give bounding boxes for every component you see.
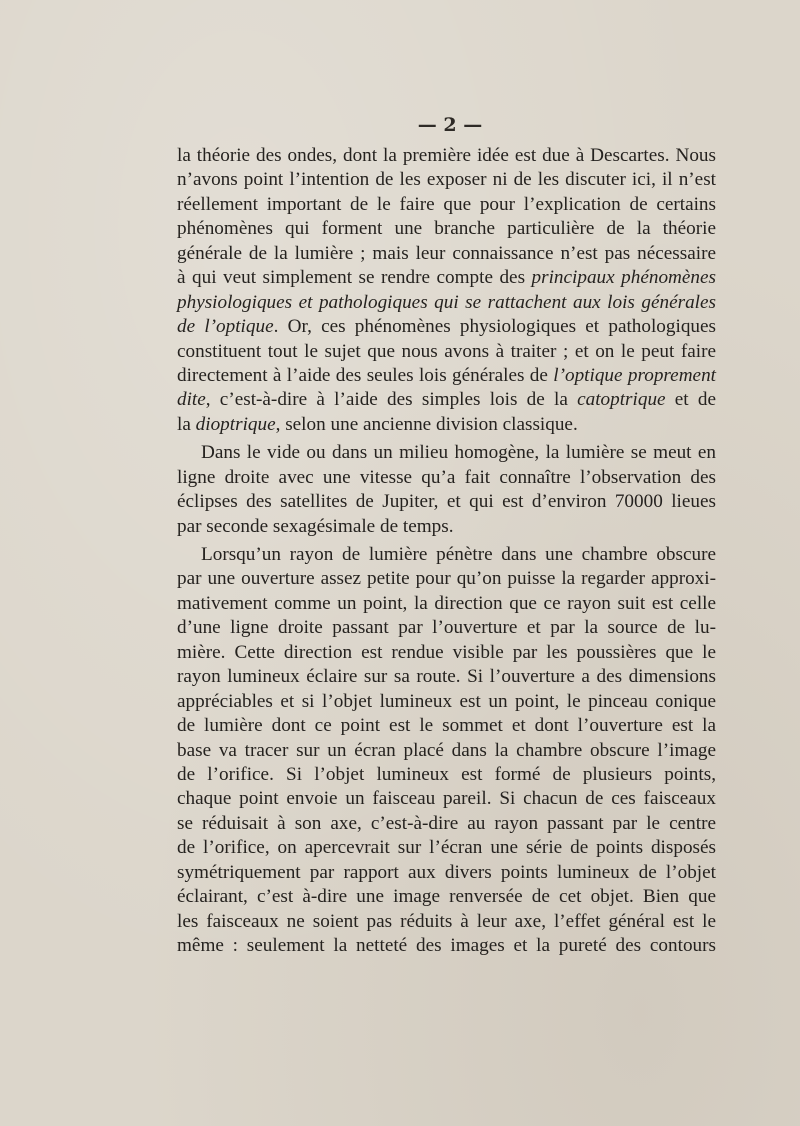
text-run: constituent tout le sujet que nous avons à traiter ; et on le peut faire [177, 340, 716, 362]
text-line [177, 515, 716, 539]
italic-text: dioptrique [195, 413, 276, 435]
text-line [177, 714, 716, 738]
text-line [177, 885, 716, 909]
text-line [177, 315, 716, 339]
text-run: se réduisait à son axe, c’est-à-dire au rayon passant par le centre [177, 812, 716, 834]
text-run: appréciables et si l’objet lumineux est un point, le pinceau conique [177, 690, 716, 712]
text-line [177, 592, 716, 616]
text-run: directement à l’aide des seules lois générales de [177, 364, 554, 386]
text-run: par une ouverture assez petite pour qu’on puisse la regarder approxi- [177, 568, 716, 590]
text-run: rayon lumineux éclaire sur sa route. Si l’ouverture a des dimensions [177, 666, 716, 688]
text-run: éclairant, c’est à-dire une image renversée de cet objet. Bien que [177, 886, 716, 908]
text-line [177, 217, 716, 241]
text-line [177, 543, 716, 567]
italic-text: catoptrique [577, 389, 666, 411]
text-line [177, 364, 716, 388]
text-run: la [177, 413, 196, 435]
text-line [177, 193, 716, 217]
text-line [177, 168, 716, 192]
text-line [177, 291, 716, 315]
text-line [177, 861, 716, 885]
text-run: les faisceaux ne soient pas réduits à leur axe, l’effet général est le [177, 910, 716, 932]
italic-text: physiologiques et pathologiques qui se rattachent aux lois générales [177, 291, 716, 313]
text-run: phénomènes qui forment une branche particulière de la théorie [177, 218, 716, 240]
text-line [177, 910, 716, 934]
italic-text: dite [177, 389, 206, 411]
italic-text: principaux phénomènes [531, 267, 716, 289]
text-run: à qui veut simplement se rendre compte des [177, 267, 532, 289]
italic-text: de l’optique [177, 316, 274, 338]
text-run: Dans le vide ou dans un milieu homogène, la lumière se meut en [201, 442, 716, 464]
text-line [177, 340, 716, 364]
text-run: même : seulement la netteté des images et la pureté des contours [177, 935, 716, 956]
text-run: de l’orifice, on apercevrait sur l’écran une série de points disposés [177, 837, 716, 859]
text-line [177, 490, 716, 514]
text-run: n’avons point l’intention de les exposer ni de les discuter ici, il n’est [177, 169, 716, 191]
text-line [177, 836, 716, 860]
text-run: base va tracer sur un écran placé dans la chambre obscure l’image [177, 739, 716, 761]
text-line [177, 266, 716, 290]
text-line [177, 787, 716, 811]
page-number: — 2 — [417, 114, 483, 136]
text-line [177, 616, 716, 640]
text-line [177, 567, 716, 591]
text-run: générale de la lumière ; mais leur connaissance n’est pas nécessaire [177, 242, 716, 264]
text-run: symétriquement par rapport aux divers points lumineux de l’objet [177, 861, 716, 883]
text-run: et de [665, 389, 716, 411]
text-run: , c’est-à-dire à l’aide des simples lois de la [205, 389, 578, 411]
text-run: ligne droite avec une vitesse qu’a fait connaître l’observation des [177, 466, 716, 488]
text-line [177, 641, 716, 665]
text-run: chaque point envoie un faisceau pareil. Si chacun de ces faisceaux [177, 788, 716, 810]
body-text [177, 144, 716, 958]
text-line [177, 242, 716, 266]
text-run: la théorie des ondes, dont la première idée est due à Descartes. Nous [177, 145, 716, 166]
text-line [177, 665, 716, 689]
text-run: mativement comme un point, la direction que ce rayon suit est celle [177, 592, 716, 614]
text-line [177, 441, 716, 465]
paragraph [177, 543, 716, 958]
text-line [177, 466, 716, 490]
text-run: de l’orifice. Si l’objet lumineux est formé de plusieurs points, [177, 763, 716, 785]
text-run: éclipses des satellites de Jupiter, et qui est d’environ 70000 lieues [177, 491, 716, 513]
text-line [177, 388, 716, 412]
text-line [177, 934, 716, 958]
text-run: de lumière dont ce point est le sommet et dont l’ouverture est la [177, 715, 716, 737]
text-line [177, 812, 716, 836]
text-run: Lorsqu’un rayon de lumière pénètre dans une chambre obscure [201, 544, 716, 565]
italic-text: l’optique proprement [553, 364, 716, 386]
text-line [177, 413, 716, 437]
text-line [177, 144, 716, 168]
paragraph [177, 441, 716, 539]
text-run: d’une ligne droite passant par l’ouverture et par la source de lu- [177, 617, 716, 639]
text-run: réellement important de le faire que pour l’explication de certains [177, 193, 716, 215]
text-line [177, 763, 716, 787]
text-line [177, 690, 716, 714]
text-line [177, 739, 716, 763]
text-run: , selon une ancienne division classique. [275, 413, 578, 435]
text-run: par seconde sexagésimale de temps. [177, 515, 454, 537]
text-run: . Or, ces phénomènes physiologiques et pathologiques [273, 316, 716, 338]
text-run: mière. Cette direction est rendue visible par les poussières que le [177, 641, 716, 663]
paragraph [177, 144, 716, 437]
